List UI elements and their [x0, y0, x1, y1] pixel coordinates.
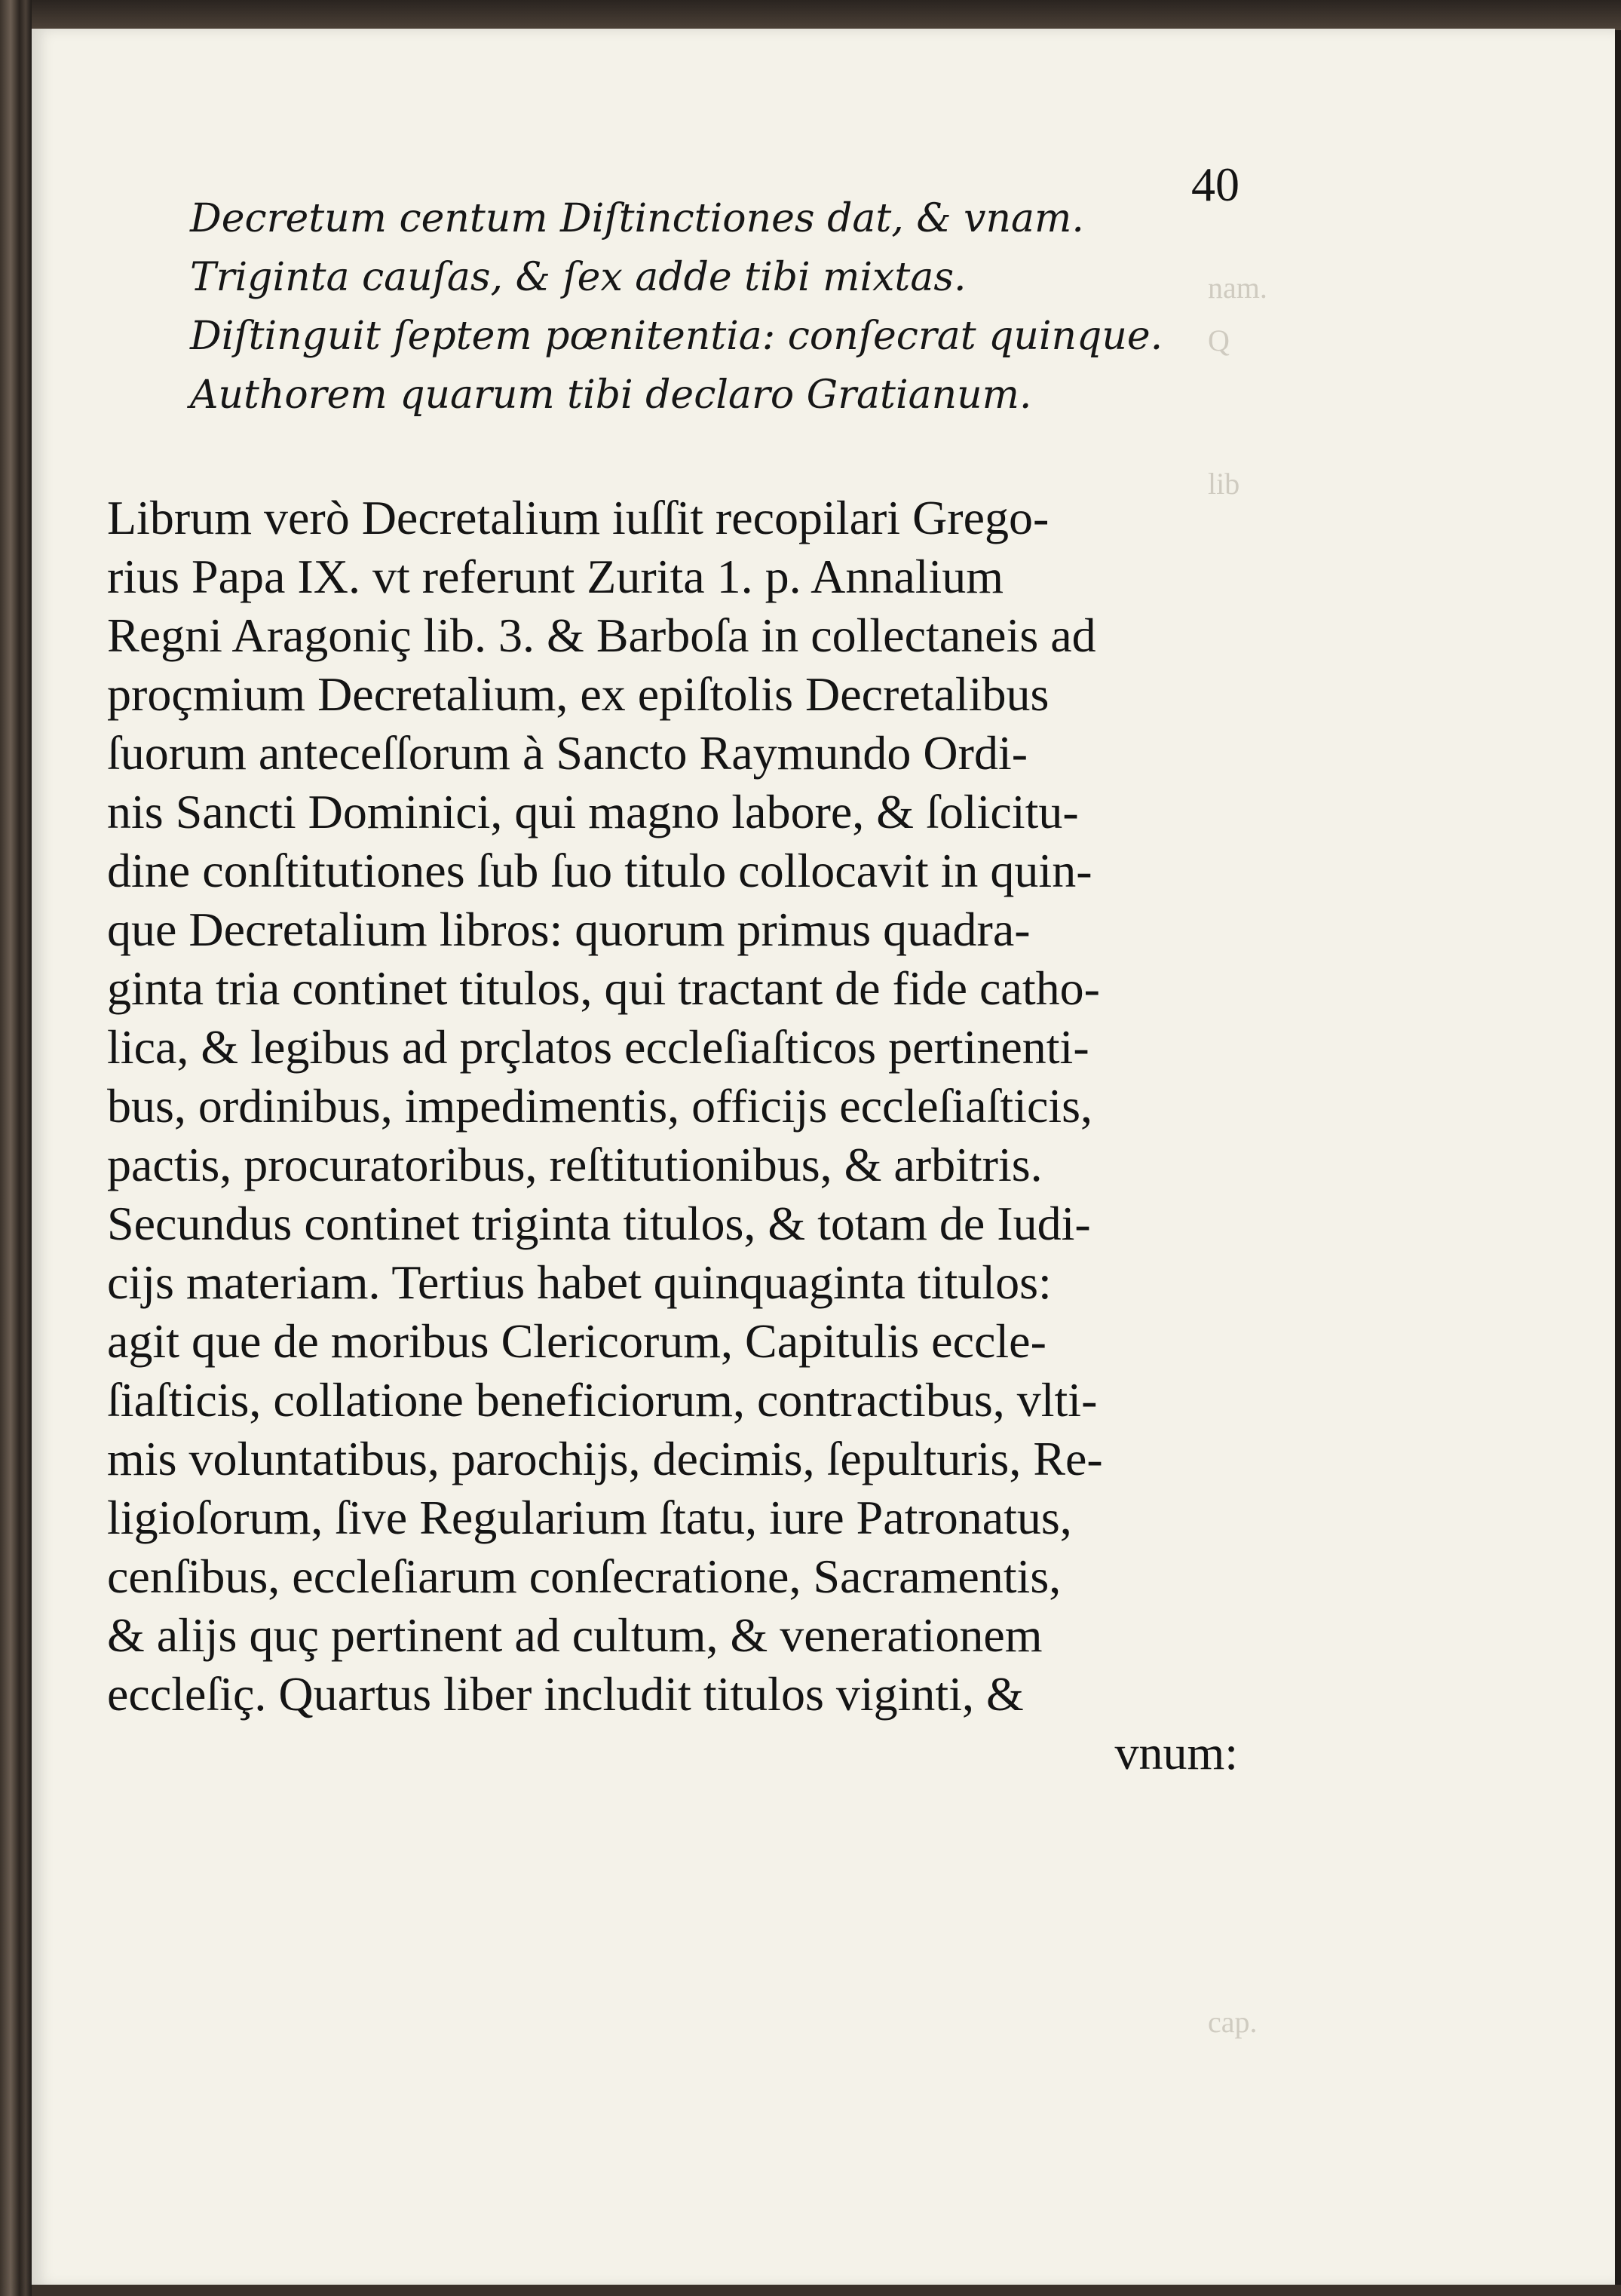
body-text-line: que Decretalium libros: quorum primus quadra-	[107, 903, 1031, 956]
body-text-line: bus, ordinibus, impedimentis, officijs eccleſiaſticis,	[107, 1079, 1093, 1133]
body-text-line: rius Papa IX. vt referunt Zurita 1. p. Annalium	[107, 550, 1004, 603]
body-text-line: dine conſtitutiones ſub ſuo titulo collocavit in quin-	[107, 844, 1092, 897]
body-text-line: eccleſiç. Quartus liber includit titulos viginti, &	[107, 1667, 1024, 1721]
show-through-text: Q	[1208, 323, 1230, 357]
book-top-edge	[32, 0, 1621, 30]
body-text-line: proçmium Decretalium, ex epiſtolis Decretalibus	[107, 667, 1050, 721]
catchword: vnum:	[1114, 1726, 1238, 1779]
verse-line: Diſtinguit ſeptem pœnitentia: conſecrat quinque.	[190, 314, 1163, 359]
body-text-line: ginta tria continet titulos, qui tractant de fide catho-	[107, 961, 1100, 1015]
body-text-line: & alijs quç pertinent ad cultum, & venerationem	[107, 1608, 1043, 1662]
body-text-line: ligioſorum, ſive Regularium ſtatu, iure Patronatus,	[107, 1491, 1072, 1544]
body-text-line: cenſibus, eccleſiarum conſecratione, Sacramentis,	[107, 1550, 1062, 1603]
verse-line: Triginta cauſas, & ſex adde tibi mixtas.	[190, 255, 967, 300]
book-page	[32, 29, 1615, 2287]
body-text-line: mis voluntatibus, parochijs, decimis, ſepulturis, Re-	[107, 1432, 1103, 1485]
body-text-line: pactis, procuratoribus, reſtitutionibus, & arbitris.	[107, 1138, 1043, 1191]
body-text-line: Librum verò Decretalium iuſſit recopilari Grego-	[107, 491, 1050, 544]
page-number: 40	[1191, 158, 1239, 211]
show-through-text: cap.	[1208, 2005, 1258, 2039]
verse-line: Authorem quarum tibi declaro Gratianum.	[190, 372, 1032, 418]
body-text-line: nis Sancti Dominici, qui magno labore, & ſolicitu-	[107, 785, 1079, 838]
body-text-line: Regni Aragoniç lib. 3. & Barboſa in collectaneis ad	[107, 608, 1096, 662]
verse-line: Decretum centum Diſtinctiones dat, & vnam.	[190, 196, 1084, 241]
book-bottom-edge	[32, 2285, 1621, 2296]
show-through-text: lib	[1208, 467, 1240, 501]
body-text-line: ſiaſticis, collatione beneficiorum, contractibus, vlti-	[107, 1373, 1098, 1427]
body-text-line: Secundus continet triginta titulos, & totam de Iudi-	[107, 1197, 1091, 1250]
show-through-text: nam.	[1208, 271, 1267, 305]
body-text-line: ſuorum anteceſſorum à Sancto Raymundo Ordi-	[107, 726, 1028, 780]
body-text-line: agit que de moribus Clericorum, Capitulis eccle-	[107, 1314, 1046, 1368]
body-text-line: lica, & legibus ad prçlatos eccleſiaſticos pertinenti-	[107, 1020, 1089, 1074]
body-text-line: cijs materiam. Tertius habet quinquaginta titulos:	[107, 1255, 1052, 1309]
